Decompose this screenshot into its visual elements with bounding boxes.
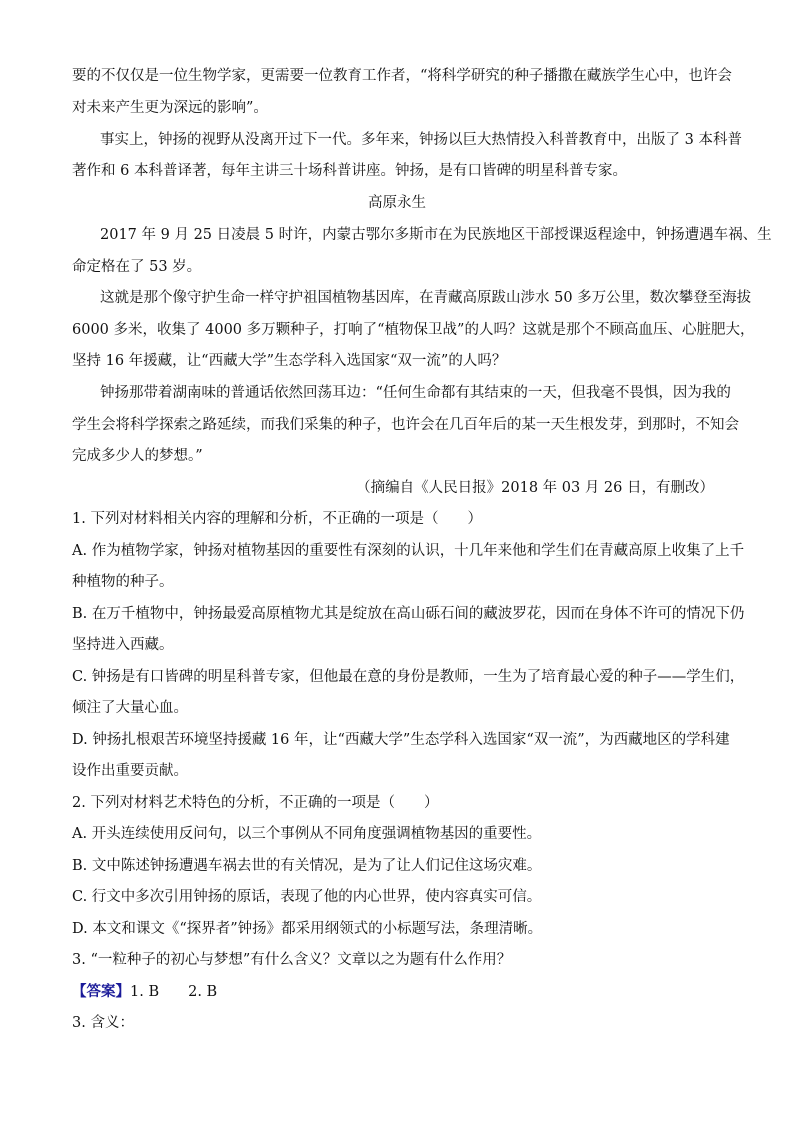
- article-line: 命定格在了 53 岁。: [72, 259, 202, 275]
- article-line: 对未来产生更为深远的影响”。: [72, 100, 268, 116]
- question-2-option-d: D. 本文和课文《“探界者”钟扬》都采用纲领式的小标题写法，条理清晰。: [72, 921, 543, 937]
- answer-text: 1. B 2. B: [130, 984, 218, 1000]
- question-1-option-d: D. 钟扬扎根艰苦环境坚持援藏 16 年，让“西藏大学”生态学科入选国家“双一流”，为西藏地区的学科建: [72, 732, 730, 748]
- question-3-stem: 3. “一粒种子的初心与梦想”有什么含义？文章以之为题有什么作用？: [72, 952, 512, 968]
- answer-tag: 【答案】: [72, 983, 130, 1000]
- article-line: 事实上，钟扬的视野从没离开过下一代。多年来，钟扬以巨大热情投入科普教育中，出版了 3 本科普: [100, 132, 742, 148]
- article-line: 坚持 16 年援藏，让“西藏大学”生态学科入选国家“双一流”的人吗？: [72, 353, 507, 369]
- article-line: 完成多少人的梦想。”: [72, 448, 203, 464]
- question-1-option-c: C. 钟扬是有口皆碑的明星科普专家，但他最在意的身份是教师，一生为了培育最心爱的种子——学生们，: [72, 669, 745, 685]
- question-2-option-c: C. 行文中多次引用钟扬的原话，表现了他的内心世界，使内容真实可信。: [72, 889, 542, 905]
- article-line: 这就是那个像守护生命一样守护祖国植物基因库，在青藏高原跋山涉水 50 多万公里，数次攀登至海拔: [100, 290, 752, 306]
- article-line: 2017 年 9 月 25 日凌晨 5 时许，内蒙古鄂尔多斯市在为民族地区干部授课返程途中，钟扬遭遇车祸、生: [100, 227, 772, 243]
- article-line: 著作和 6 本科普译著，每年主讲三十场科普讲座。钟扬，是有口皆碑的明星科普专家。: [72, 163, 627, 179]
- article-line: 6000 多米，收集了 4000 多万颗种子，打响了“植物保卫战”的人吗？这就是那个不顾高血压、心脏肥大，: [72, 322, 755, 338]
- question-1-option-b: B. 在万千植物中，钟扬最爱高原植物尤其是绽放在高山砾石间的藏波罗花，因而在身体不许可的情况下仍: [72, 606, 745, 622]
- question-1-option-a: A. 作为植物学家，钟扬对植物基因的重要性有深刻的认识，十几年来他和学生们在青藏高原上收集了上千: [72, 543, 745, 559]
- question-2-option-a: A. 开头连续使用反问句，以三个事例从不同角度强调植物基因的重要性。: [72, 826, 542, 842]
- question-1-option-d-cont: 设作出重要贡献。: [72, 763, 188, 779]
- question-1-option-b-cont: 坚持进入西藏。: [72, 637, 174, 653]
- answer-line: [72, 982, 217, 1002]
- article-line: 要的不仅仅是一位生物学家，更需要一位教育工作者，“将科学研究的种子播撒在藏族学生心中，也许会: [72, 68, 732, 84]
- source-citation: （摘编自《人民日报》2018 年 03 月 26 日，有删改）: [356, 480, 714, 496]
- question-2-stem: 2. 下列对材料艺术特色的分析，不正确的一项是（ ）: [72, 795, 439, 811]
- question-1-stem: 1. 下列对材料相关内容的理解和分析，不正确的一项是（ ）: [72, 511, 482, 527]
- question-2-option-b: B. 文中陈述钟扬遭遇车祸去世的有关情况，是为了让人们记住这场灾难。: [72, 858, 542, 874]
- section-title: 高原永生: [368, 195, 426, 211]
- answer-line-2: 3. 含义：: [72, 1015, 134, 1031]
- article-line: 学生会将科学探索之路延续，而我们采集的种子，也许会在几百年后的某一天生根发芽，到那时，不知会: [72, 417, 739, 433]
- question-1-option-a-cont: 种植物的种子。: [72, 574, 174, 590]
- article-line: 钟扬那带着湖南味的普通话依然回荡耳边：“任何生命都有其结束的一天，但我毫不畏惧，因为我的: [100, 385, 731, 401]
- question-1-option-c-cont: 倾注了大量心血。: [72, 700, 188, 716]
